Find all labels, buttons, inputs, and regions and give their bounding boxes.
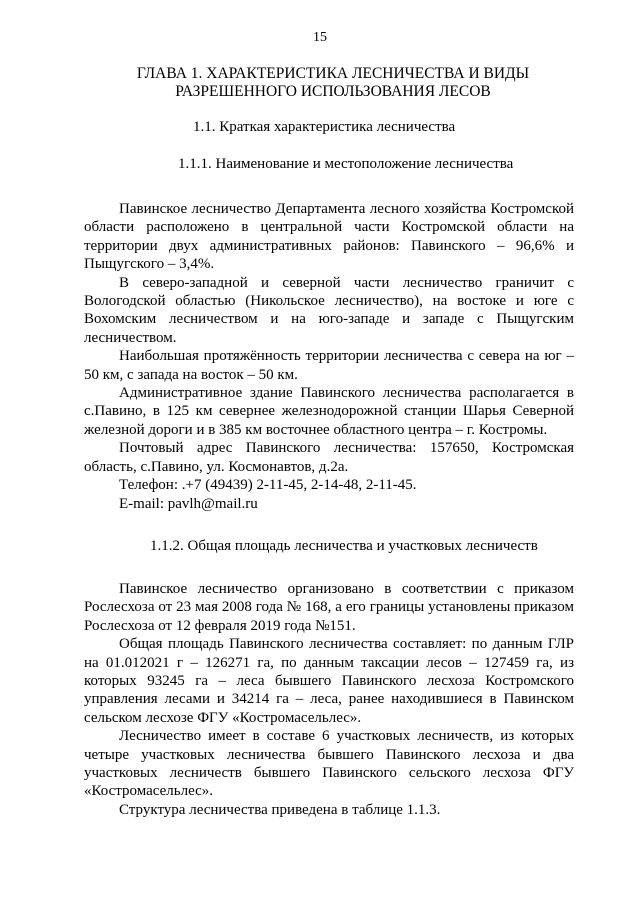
subsection-body-area (84, 580, 574, 819)
paragraph: Административное здание Павинского лесничества располагается в с.Павино, в 125 км севернее железнодорожной станции Шарья Северной железной дороги и в 385 км восточнее областного центра – г. Костромы. (84, 385, 574, 438)
paragraph: Структура лесничества приведена в таблице 1.1.3. (119, 801, 441, 818)
email-line: E-mail: pavlh@mail.ru (119, 495, 258, 512)
paragraph: Общая площадь Павинского лесничества составляет: по данным ГЛР на 01.012021 г – 126271 га, по данным таксации лесов – 127459 га, из которых 93245 га – леса бывшего Павинского лесхоза Костромского управления лесами и 34214 га – леса, ранее находившиеся в Павинском сельском лесхозе ФГУ «Костромасельлес». (84, 636, 574, 726)
postal-address: Почтовый адрес Павинского лесничества: 157650, Костромская область, с.Павино, ул. Космонавтов, д.2а. (84, 440, 574, 475)
section-title: 1.1. Краткая характеристика лесничества (193, 119, 456, 135)
paragraph: Наибольшая протяжённость территории лесничества с севера на юг – 50 км, с запада на восток – 50 км. (84, 348, 574, 383)
page-number: 15 (313, 30, 327, 45)
chapter-title: ГЛАВА 1. ХАРАКТЕРИСТИКА ЛЕСНИЧЕСТВА И ВИДЫ РАЗРЕШЕННОГО ИСПОЛЬЗОВАНИЯ ЛЕСОВ (136, 65, 530, 100)
paragraph: В северо-западной и северной части лесничество граничит с Вологодской областью (Никольское лесничество), на востоке и юге с Вохомским лесничеством и на юго-западе и западе с Пыщугским лесничеством. (84, 274, 574, 346)
paragraph: Лесничество имеет в составе 6 участковых лесничеств, из которых четыре участковых лесничества бывшего Павинского лесхоза и два участковых лесничеств бывшего Павинского сельского лесхоза ФГУ «Костромасельлес». (84, 728, 574, 800)
paragraph: Павинское лесничество Департамента лесного хозяйства Костромской области расположено в центральной части Костромской области на территории двух административных районов: Павинского – 96,6% и Пыщугского – 3,4%. (84, 201, 574, 273)
page-content (84, 65, 574, 819)
subsection-title-area: 1.1.2. Общая площадь лесничества и участковых лесничеств (150, 537, 538, 554)
paragraph: Павинское лесничество организовано в соответствии с приказом Рослесхоза от 23 мая 2008 года № 168, а его границы установлены приказом Рослесхоза от 12 февраля 2019 года №151. (84, 580, 574, 634)
phone-line: Телефон: .+7 (49439) 2-11-45, 2-14-48, 2-11-45. (119, 477, 417, 494)
subsection-body-location (84, 200, 574, 513)
subsection-title-location: 1.1.1. Наименование и местоположение лесничества (178, 156, 514, 172)
